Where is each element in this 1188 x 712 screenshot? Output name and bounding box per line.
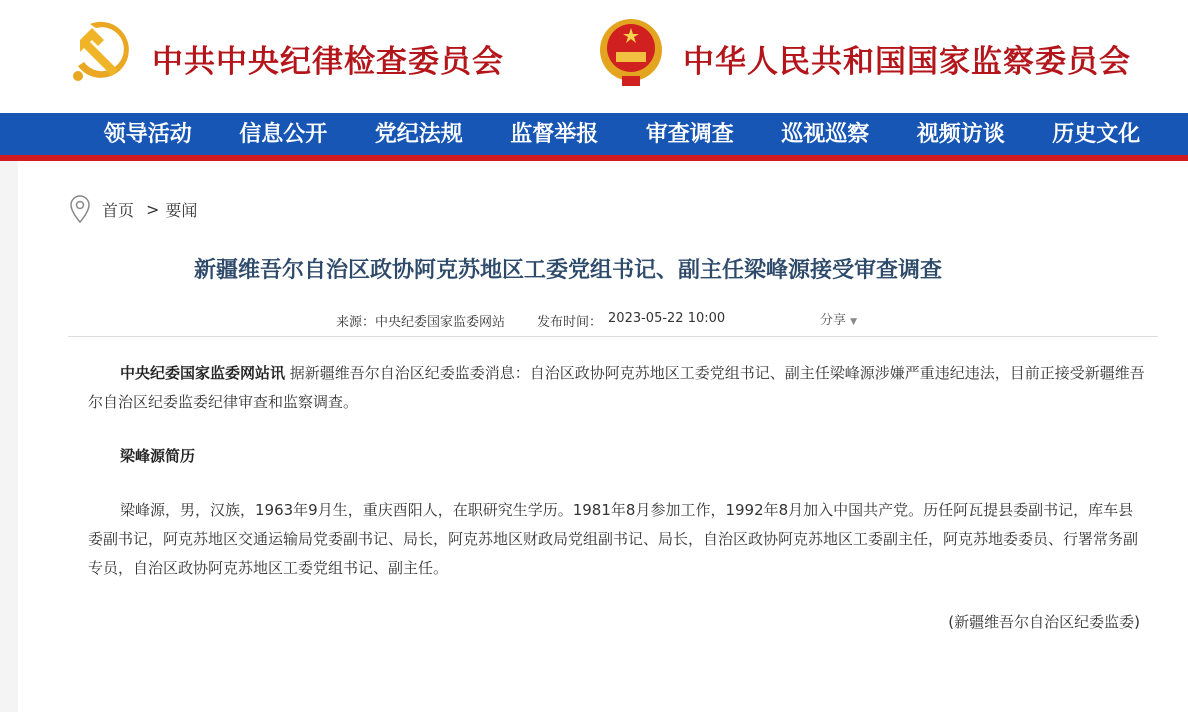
lead-source: 中央纪委国家监委网站讯 — [120, 364, 286, 382]
site-header — [0, 0, 1188, 113]
article-source: 来源：中央纪委国家监委网站 — [336, 315, 506, 330]
nav-history-culture[interactable]: 历史文化 — [1052, 121, 1141, 147]
nav-video-interview[interactable]: 视频访谈 — [916, 121, 1005, 147]
main-nav — [0, 113, 1188, 161]
breadcrumb-current[interactable]: 要闻 — [165, 200, 198, 220]
nav-investigation[interactable]: 审查调查 — [645, 121, 734, 147]
article-footer-source: (新疆维吾尔自治区纪委监委) — [948, 613, 1140, 631]
breadcrumb-separator: > — [146, 199, 160, 219]
location-pin-icon — [68, 194, 92, 224]
party-emblem-logo[interactable] — [70, 18, 138, 86]
share-button[interactable] — [820, 309, 857, 328]
lead-text: 据新疆维吾尔自治区纪委监委消息：自治区政协阿克苏地区工委党组书记、副主任梁峰源涉嫌严重违纪违法，目前正接受新疆维吾尔自治区纪委监委纪律审查和监察调查。 — [88, 364, 1145, 411]
nav-supervision-report[interactable]: 监督举报 — [510, 121, 599, 147]
article-container — [18, 161, 1188, 712]
nav-leadership[interactable]: 领导活动 — [103, 121, 192, 147]
bio-heading — [88, 442, 1148, 471]
publish-time: 2023-05-22 10:00 — [608, 311, 726, 326]
article-body — [88, 359, 1148, 662]
article-title: 新疆维吾尔自治区政协阿克苏地区工委党组书记、副主任梁峰源接受审查调查 — [193, 258, 942, 283]
nav-party-regulations[interactable]: 党纪法规 — [374, 121, 463, 147]
article-meta — [336, 311, 731, 330]
lead-paragraph — [88, 359, 1148, 417]
caret-down-icon: ▼ — [850, 317, 858, 327]
nsc-site-name[interactable]: 中华人民共和国国家监察委员会 — [683, 44, 1131, 80]
divider — [68, 336, 1158, 337]
share-label: 分享 — [820, 313, 847, 328]
breadcrumb — [68, 194, 197, 224]
ccdi-site-name[interactable]: 中共中央纪律检查委员会 — [152, 44, 504, 80]
national-emblem-logo[interactable] — [598, 16, 664, 88]
nav-info-disclosure[interactable]: 信息公开 — [239, 121, 328, 147]
nav-inspection[interactable]: 巡视巡察 — [781, 121, 870, 147]
bio-paragraph: 梁峰源，男，汉族，1963年9月生，重庆酉阳人，在职研究生学历。1981年8月参加工作，1992年8月加入中国共产党。历任阿瓦提县委副书记，库车县委副书记，阿克苏地区交通运输局党委副书记、局长，阿克苏地区财政局党组副书记、局长，自治区政协阿克苏地区工委副主任，阿克苏地委委员、行署常务副专员，自治区政协阿克苏地区工委党组书记、副主任。 — [88, 501, 1139, 577]
breadcrumb-home[interactable]: 首页 — [102, 200, 135, 220]
bio-heading-text: 梁峰源简历 — [120, 447, 196, 465]
publish-time-label: 发布时间： — [537, 315, 603, 330]
